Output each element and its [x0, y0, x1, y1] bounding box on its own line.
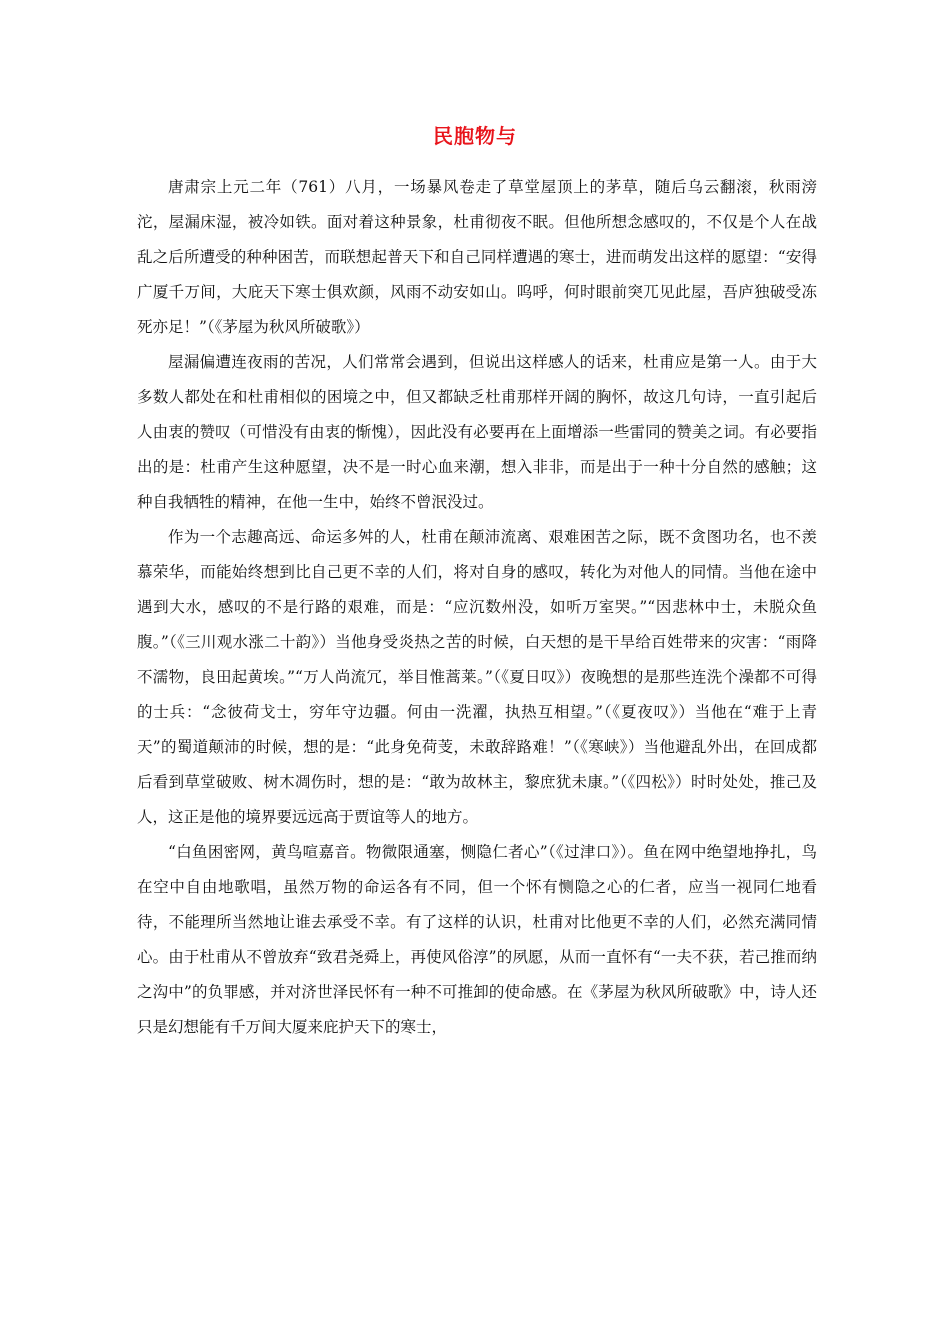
paragraph-2: 屋漏偏遭连夜雨的苦况，人们常常会遇到，但说出这样感人的话来，杜甫应是第一人。由于大多数人都处在和杜甫相似的困境之中，但又都缺乏杜甫那样开阔的胸怀，故这几句诗，一直引起后人由衷的赞叹（可惜没有由衷的惭愧），因此没有必要再在上面增添一些雷同的赞美之词。有必要指出的是：杜甫产生这种愿望，决不是一时心血来潮，想入非非，而是出于一种十分自然的感触；这种自我牺牲的精神，在他一生中，始终不曾泯没过。: [137, 353, 817, 511]
document-body: [137, 170, 817, 1045]
paragraph-4: “白鱼困密网，黄鸟喧嘉音。物微限通塞，恻隐仁者心”（《过津口》）。鱼在网中绝望地挣扎，鸟在空中自由地歌唱，虽然万物的命运各有不同，但一个怀有恻隐之心的仁者，应当一视同仁地看待，不能理所当然地让谁去承受不幸。有了这样的认识，杜甫对比他更不幸的人们，必然充满同情心。由于杜甫从不曾放弃“致君尧舜上，再使风俗淳”的夙愿，从而一直怀有“一夫不获，若己推而纳之沟中”的负罪感，并对济世泽民怀有一种不可推卸的使命感。在《茅屋为秋风所破歌》中，诗人还只是幻想能有千万间大厦来庇护天下的寒士，: [137, 843, 817, 1036]
paragraph-3: 作为一个志趣高远、命运多舛的人，杜甫在颠沛流离、艰难困苦之际，既不贪图功名，也不羡慕荣华，而能始终想到比自己更不幸的人们，将对自身的感叹，转化为对他人的同情。当他在途中遇到大水，感叹的不是行路的艰难，而是：“应沉数州没，如听万室哭。”“因悲林中士，未脱众鱼腹。”（《三川观水涨二十韵》）当他身受炎热之苦的时候，白天想的是干旱给百姓带来的灾害：“雨降不濡物，良田起黄埃。”“万人尚流冗，举目惟蒿莱。”（《夏日叹》）夜晚想的是那些连洗个澡都不可得的士兵：“念彼荷戈士，穷年守边疆。何由一洗濯，执热互相望。”（《夏夜叹》）当他在“难于上青天”的蜀道颠沛的时候，想的是：“此身免荷芰，未敢辞路难！”（《寒峡》）当他避乱外出，在回成都后看到草堂破败、树木凋伤时，想的是：“敢为故林主，黎庶犹未康。”（《四松》）时时处处，推己及人，这正是他的境界要远远高于贾谊等人的地方。: [137, 528, 817, 826]
document-title: 民胞物与: [433, 124, 517, 148]
paragraph-1: 唐肃宗上元二年（761）八月，一场暴风卷走了草堂屋顶上的茅草，随后乌云翻滚，秋雨滂沱，屋漏床湿，被冷如铁。面对着这种景象，杜甫彻夜不眠。但他所想念感叹的，不仅是个人在战乱之后所遭受的种种困苦，而联想起普天下和自己同样遭遇的寒士，进而萌发出这样的愿望：“安得广厦千万间，大庇天下寒士俱欢颜，风雨不动安如山。呜呼，何时眼前突兀见此屋，吾庐独破受冻死亦足！”（《茅屋为秋风所破歌》）: [137, 178, 817, 336]
